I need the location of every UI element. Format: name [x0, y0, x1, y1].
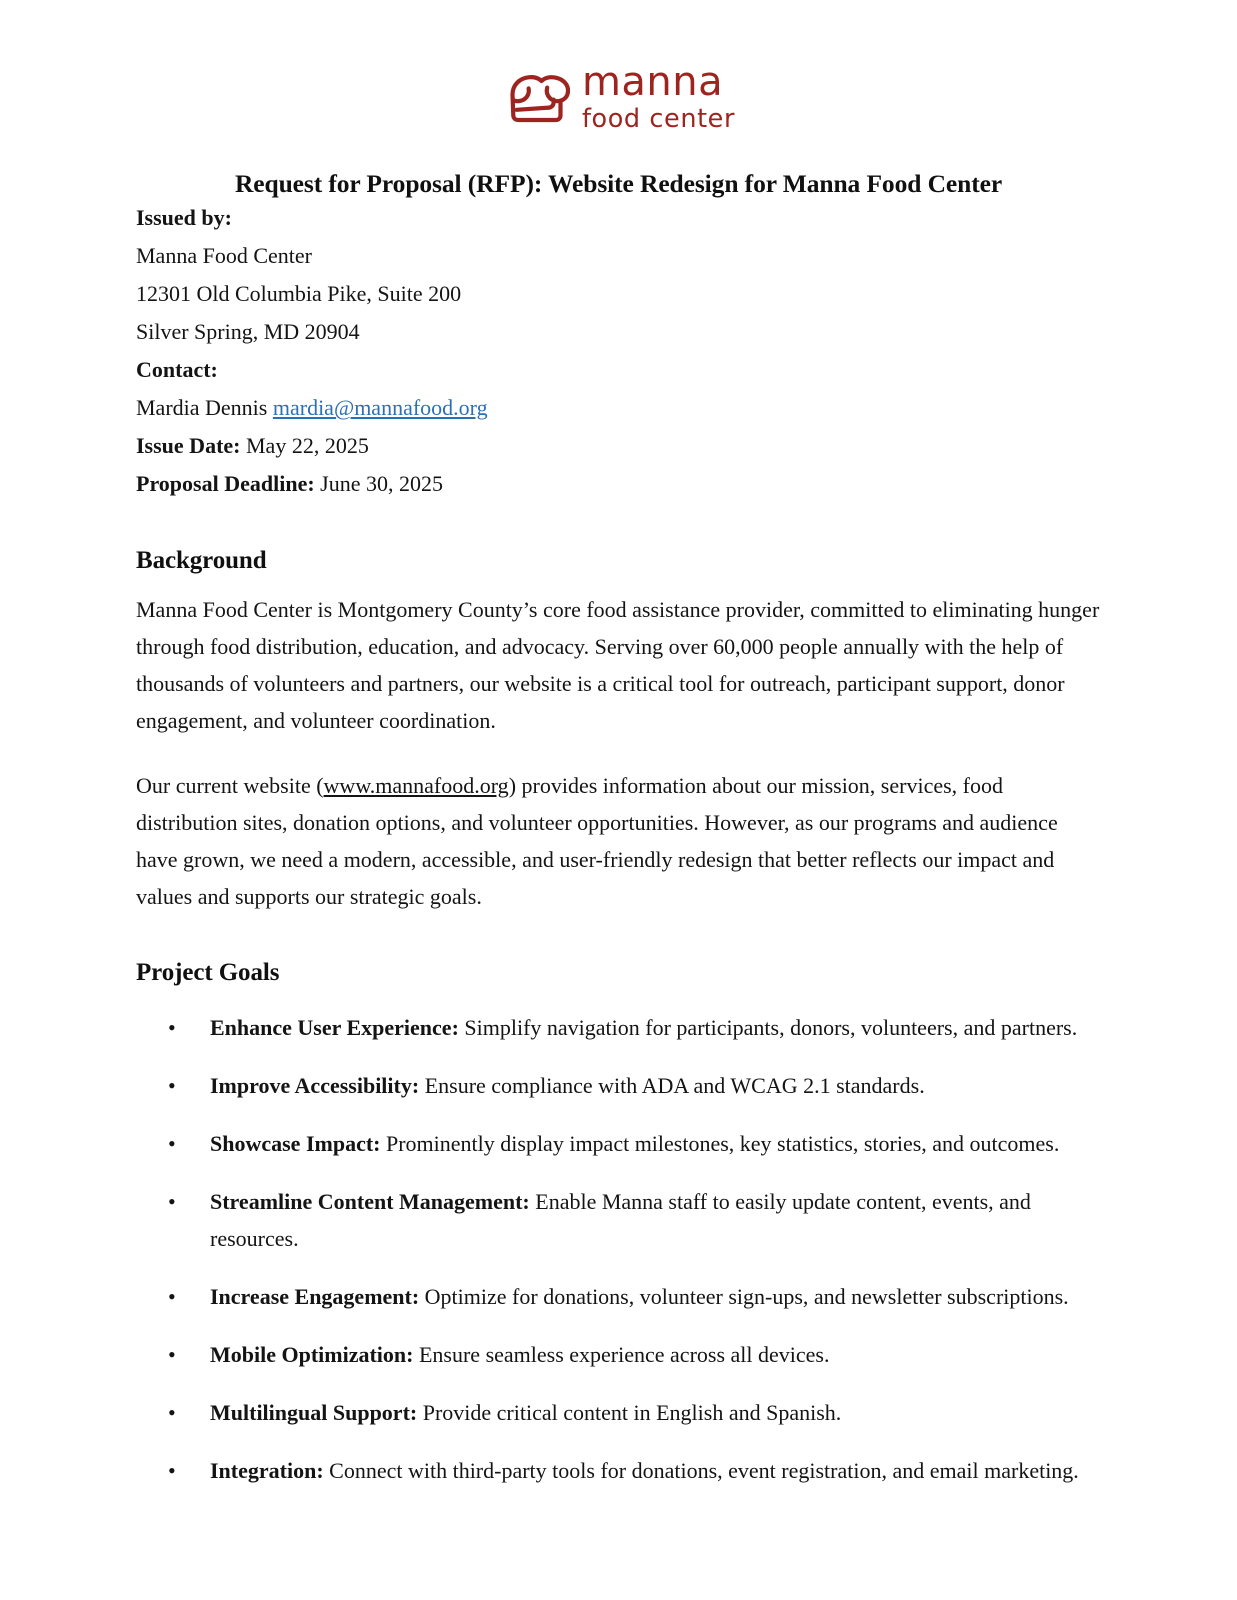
goal-label: Enhance User Experience:: [210, 1015, 459, 1041]
section-heading-project-goals: Project Goals: [136, 959, 280, 987]
bullet-icon: •: [168, 1400, 176, 1426]
issuer-street: 12301 Old Columbia Pike, Suite 200: [136, 281, 462, 307]
logo-header: [136, 0, 1101, 135]
issue-date-label: Issue Date:: [136, 433, 241, 459]
proposal-deadline-line: [136, 465, 1101, 503]
website-link[interactable]: www.mannafood.org: [323, 773, 509, 799]
bullet-icon: •: [168, 1284, 176, 1310]
contact-name: Mardia Dennis: [136, 395, 268, 421]
list-item: [158, 1452, 1101, 1489]
page-title: Request for Proposal (RFP): Website Redesign for Manna Food Center: [234, 169, 1003, 199]
issued-by-label-text: Issued by:: [136, 205, 232, 231]
list-item: [158, 1067, 1101, 1104]
issuer-city-state-zip: Silver Spring, MD 20904: [136, 319, 360, 345]
project-goals-list: [136, 1009, 1101, 1489]
contact-label: [136, 351, 1101, 389]
goal-text: Ensure compliance with ADA and WCAG 2.1 standards.: [419, 1073, 925, 1099]
goal-label: Showcase Impact:: [210, 1131, 381, 1157]
logo-tagline: food center: [581, 103, 736, 134]
goal-text: Provide critical content in English and Spanish.: [417, 1400, 842, 1426]
list-item: [158, 1183, 1101, 1257]
background-paragraph-2-suffix: ) provides information about our mission, services, food distribution sites, donation options, and volunteer opportunities. However, as our programs and audience have grown, we need a modern, accessible, and user-friendly redesign that better reflects our impact and values and supports our strategic goals.: [136, 773, 1058, 910]
background-paragraph-2-prefix: Our current website (: [136, 773, 324, 799]
contact-line: [136, 389, 1101, 427]
proposal-deadline-label: Proposal Deadline:: [136, 471, 315, 497]
list-item: [158, 1336, 1101, 1373]
goal-text: Enable Manna staff to easily update content, events, and resources.: [210, 1189, 1031, 1252]
bullet-icon: •: [168, 1073, 176, 1099]
list-item: [158, 1278, 1101, 1315]
goal-label: Integration:: [210, 1458, 324, 1484]
bullet-icon: •: [168, 1342, 176, 1368]
bullet-icon: •: [168, 1458, 176, 1484]
goal-label: Streamline Content Management:: [210, 1189, 530, 1215]
bullet-icon: •: [168, 1189, 176, 1215]
logo-name: manna: [581, 59, 724, 105]
bullet-icon: •: [168, 1015, 176, 1041]
logo-wordmark: [581, 59, 736, 135]
goal-label: Multilingual Support:: [210, 1400, 418, 1426]
contact-email-link[interactable]: mardia@mannafood.org: [272, 395, 488, 421]
background-paragraph-2: [136, 767, 1101, 915]
section-heading-background: Background: [136, 547, 267, 575]
issuer-organization: Manna Food Center: [136, 243, 312, 269]
goal-text: Prominently display impact milestones, key statistics, stories, and outcomes.: [380, 1131, 1060, 1157]
bullet-icon: •: [168, 1131, 176, 1157]
bread-loaf-icon: [502, 68, 576, 130]
issue-date-value: May 22, 2025: [246, 433, 369, 459]
issue-date-line: [136, 427, 1101, 465]
goal-label: Mobile Optimization:: [210, 1342, 414, 1368]
list-item: [158, 1394, 1101, 1431]
list-item: [158, 1125, 1101, 1162]
issued-by-label: [136, 199, 1101, 237]
proposal-deadline-value: June 30, 2025: [320, 471, 443, 497]
goal-text: Ensure seamless experience across all devices.: [413, 1342, 830, 1368]
goal-text: Connect with third-party tools for donations, event registration, and email marketing.: [323, 1458, 1079, 1484]
goal-text: Optimize for donations, volunteer sign-ups, and newsletter subscriptions.: [419, 1284, 1069, 1310]
manna-food-center-logo: [502, 59, 736, 135]
background-paragraph-1: Manna Food Center is Montgomery County’s core food assistance provider, committed to eliminating hunger through food distribution, education, and advocacy. Serving over 60,000 people annually with the help of thousands of volunteers and partners, our website is a critical tool for outreach, participant support, donor engagement, and volunteer coordination.: [136, 597, 1100, 734]
goal-label: Improve Accessibility:: [210, 1073, 420, 1099]
goal-label: Increase Engagement:: [210, 1284, 420, 1310]
contact-label-text: Contact:: [136, 357, 218, 383]
list-item: [158, 1009, 1101, 1046]
goal-text: Simplify navigation for participants, donors, volunteers, and partners.: [458, 1015, 1078, 1041]
